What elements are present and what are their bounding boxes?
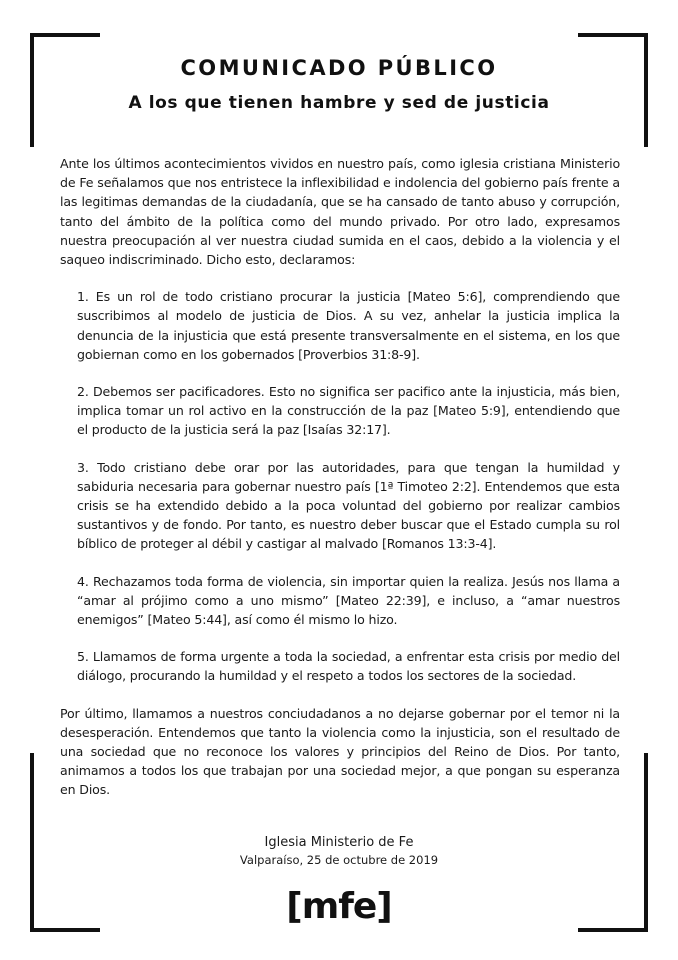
intro-paragraph: Ante los últimos acontecimientos vividos en nuestro país, como iglesia cristiana Ministerio de Fe señalamos que nos entristece la inflexibilidad e indolencia del gobierno país frente a las legitimas demandas de la ciudadanía, que se ha cansado de tanto abuso y corrupción, tanto del ámbito de la política como del mundo privado. Por otro lado, expresamos nuestra preocupación al ver nuestra ciudad sumida en el caos, debido a la violencia y el saqueo indiscriminado. Dicho esto, declaramos:: [60, 156, 620, 268]
declaration-item-5: 5. Llamamos de forma urgente a toda la sociedad, a enfrentar esta crisis por medio del diálogo, procurando la humildad y el respeto a todos los sectores de la sociedad.: [77, 649, 620, 684]
signature-place-date: Valparaíso, 25 de octubre de 2019: [239, 853, 439, 867]
declaration-item-1: 1. Es un rol de todo cristiano procurar la justicia [Mateo 5:6], comprendiendo que suscribimos al modelo de justicia de Dios. A su vez, anhelar la justicia implica la denuncia de la injusticia que está presente transversalmente en el sistema, en los que gobiernan como en los gobernados [Proverbios 31:8-9].: [77, 289, 620, 362]
document-body: [60, 154, 620, 800]
declaration-item-2: 2. Debemos ser pacificadores. Esto no significa ser pacifico ante la injusticia, más bien, implica tomar un rol activo en la construcción de la paz [Mateo 5:9], entendiendo que el producto de la justicia será la paz [Isaías 32:17].: [77, 384, 620, 438]
document-title: COMUNICADO PÚBLICO: [180, 56, 498, 80]
frame-corner-top-left: [30, 33, 100, 147]
mfe-logo: [mfe]: [286, 886, 392, 927]
frame-corner-top-right: [578, 33, 648, 147]
declaration-item-3: 3. Todo cristiano debe orar por las autoridades, para que tengan la humildad y sabiduria necesaria para gobernar nuestro país [1ª Timoteo 2:2]. Entendemos que esta crisis se ha extendido debido a la poca voluntad del gobierno por realizar cambios sustantivos y de fondo. Por tanto, es nuestro deber buscar que el Estado cumpla su rol bíblico de proteger al débil y castigar al malvado [Romanos 13:3-4].: [77, 459, 620, 552]
signature-name: Iglesia Ministerio de Fe: [264, 835, 414, 850]
declaration-item-4: 4. Rechazamos toda forma de violencia, sin importar quien la realiza. Jesús nos llama a “amar al prójimo como a uno mismo” [Mateo 22:39], e incluso, a “amar nuestros enemigos” [Mateo 5:44], así como él mismo lo hizo.: [77, 573, 620, 628]
document-subtitle: A los que tienen hambre y sed de justicia: [128, 93, 550, 113]
signature-block: [0, 833, 678, 869]
closing-paragraph: Por último, llamamos a nuestros conciudadanos a no dejarse gobernar por el temor ni la desesperación. Entendemos que tanto la violencia como la injusticia, son el resultado de una sociedad que no reconoce los valores y principios del Reino de Dios. Por tanto, animamos a todos los que trabajan por una sociedad mejor, a que pongan su esperanza en Dios.: [60, 705, 620, 798]
